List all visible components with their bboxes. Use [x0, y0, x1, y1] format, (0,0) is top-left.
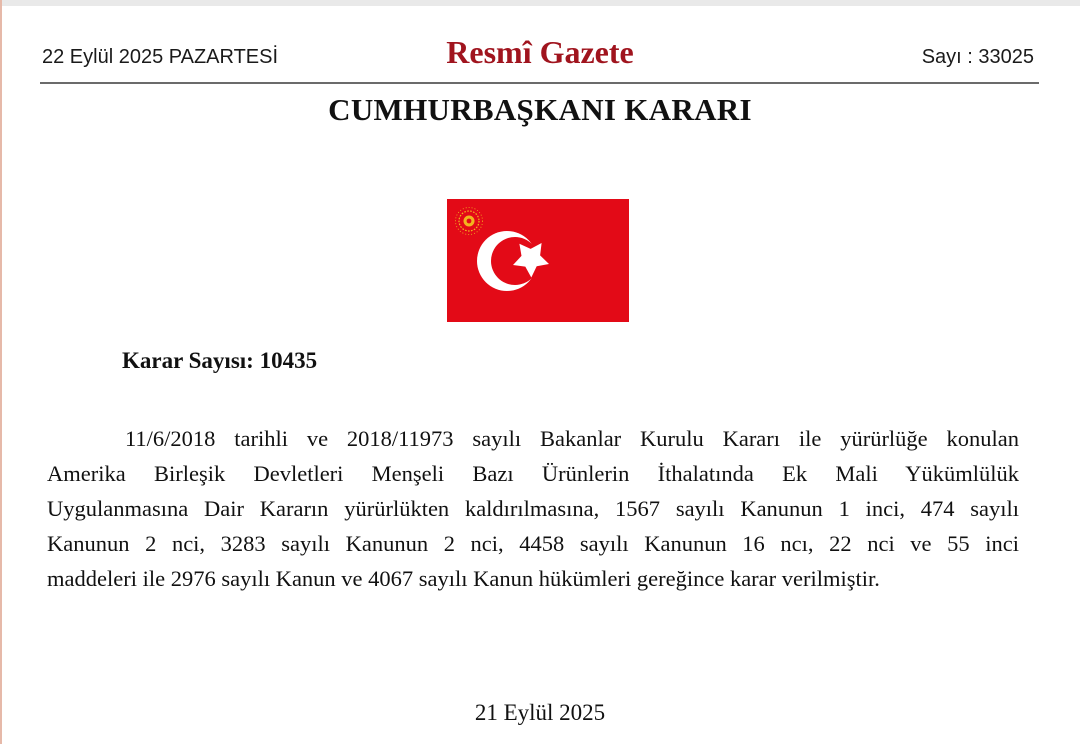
issue-number: Sayı : 33025 — [921, 46, 1034, 68]
body-line: Kanunun 2 nci, 3283 sayılı Kanunun 2 nci, 4458 sayılı Kanunun 16 ncı, 22 nci ve 55 inci — [47, 531, 1019, 556]
publication-title: Resmî Gazete — [446, 34, 634, 70]
decision-body — [47, 421, 1019, 596]
header-date: 22 Eylül 2025 PAZARTESİ — [42, 46, 279, 68]
body-line: Uygulanmasına Dair Kararın yürürlükten kaldırılmasına, 1567 sayılı Kanunun 1 inci, 474 sayılı — [47, 496, 1019, 521]
header-divider — [40, 82, 1039, 84]
signature-date: 21 Eylül 2025 — [474, 700, 606, 725]
body-line: 11/6/2018 tarihli ve 2018/11973 sayılı Bakanlar Kurulu Kararı ile yürürlüğe konulan — [125, 426, 1019, 451]
body-line: maddeleri ile 2976 sayılı Kanun ve 4067 sayılı Kanun hükümleri gereğince karar verilmiştir. — [47, 566, 880, 591]
decision-number: Karar Sayısı: 10435 — [122, 348, 318, 373]
document-title: CUMHURBAŞKANI KARARI — [328, 92, 752, 127]
body-line: Amerika Birleşik Devletleri Menşeli Bazı Ürünlerin İthalatında Ek Mali Yükümlülük — [47, 461, 1019, 486]
turkish-flag-icon — [447, 199, 629, 322]
page-top-strip — [0, 0, 1080, 6]
